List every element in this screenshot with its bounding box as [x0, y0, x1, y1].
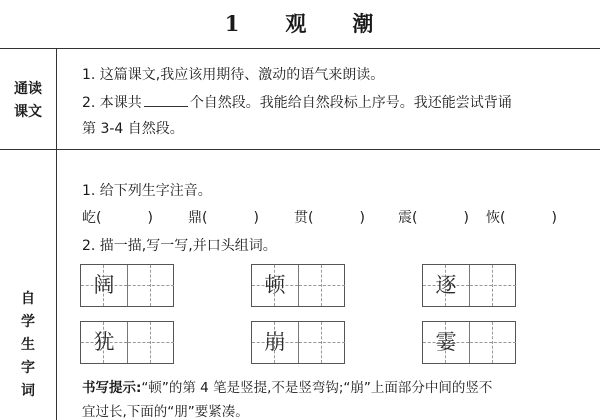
writing-grid[interactable] — [80, 264, 174, 307]
writing-grid[interactable] — [251, 321, 345, 364]
read-item-2: 2. 本课共 个自然段。我能给自然段标上序号。我还能尝试背诵 — [82, 95, 512, 111]
writing-grid[interactable] — [422, 321, 516, 364]
writing-grid[interactable] — [251, 264, 345, 307]
divider-vertical — [56, 49, 57, 420]
trace-character: 逐 — [435, 273, 457, 297]
question-2: 2. 描一描,写一写,并口头组词。 — [82, 238, 277, 254]
pinyin-item[interactable]: 贯( ) — [294, 210, 365, 226]
read-item-2-cont: 第 3-4 自然段。 — [82, 121, 184, 137]
pinyin-item[interactable]: 震( ) — [398, 210, 469, 226]
read-item-1: 1. 这篇课文,我应该用期待、激动的语气来朗读。 — [82, 67, 385, 83]
writing-tip: 书写提示:“顿”的第 4 笔是竖提,不是竖弯钩;“崩”上面部分中间的竖不 — [82, 380, 493, 396]
pinyin-item[interactable]: 鼎( ) — [188, 210, 259, 226]
lesson-title — [0, 8, 600, 38]
lesson-title-char-1: 观 — [285, 11, 309, 36]
question-1: 1. 给下列生字注音。 — [82, 183, 212, 199]
lesson-number: 1 — [224, 11, 242, 36]
trace-character: 犹 — [93, 330, 115, 354]
divider-top — [0, 48, 600, 49]
divider-middle — [0, 149, 600, 150]
trace-character: 霎 — [435, 330, 457, 354]
section-label-chars: 自 学 生 字 词 — [21, 291, 35, 399]
trace-character: 顿 — [264, 273, 286, 297]
writing-tip-label: 书写提示: — [82, 380, 142, 396]
trace-character: 崩 — [264, 330, 286, 354]
pinyin-item[interactable]: 屹( ) — [82, 210, 153, 226]
pinyin-item[interactable]: 恢( ) — [486, 210, 557, 226]
lesson-title-char-2: 潮 — [352, 11, 376, 36]
trace-character: 阔 — [93, 273, 115, 297]
paragraph-count-blank[interactable] — [144, 94, 188, 107]
section-label-read: 通读 课文 — [14, 81, 42, 120]
writing-grid[interactable] — [80, 321, 174, 364]
writing-tip-cont: 宜过长,下面的“朋”要紧凑。 — [82, 404, 249, 420]
writing-grid[interactable] — [422, 264, 516, 307]
